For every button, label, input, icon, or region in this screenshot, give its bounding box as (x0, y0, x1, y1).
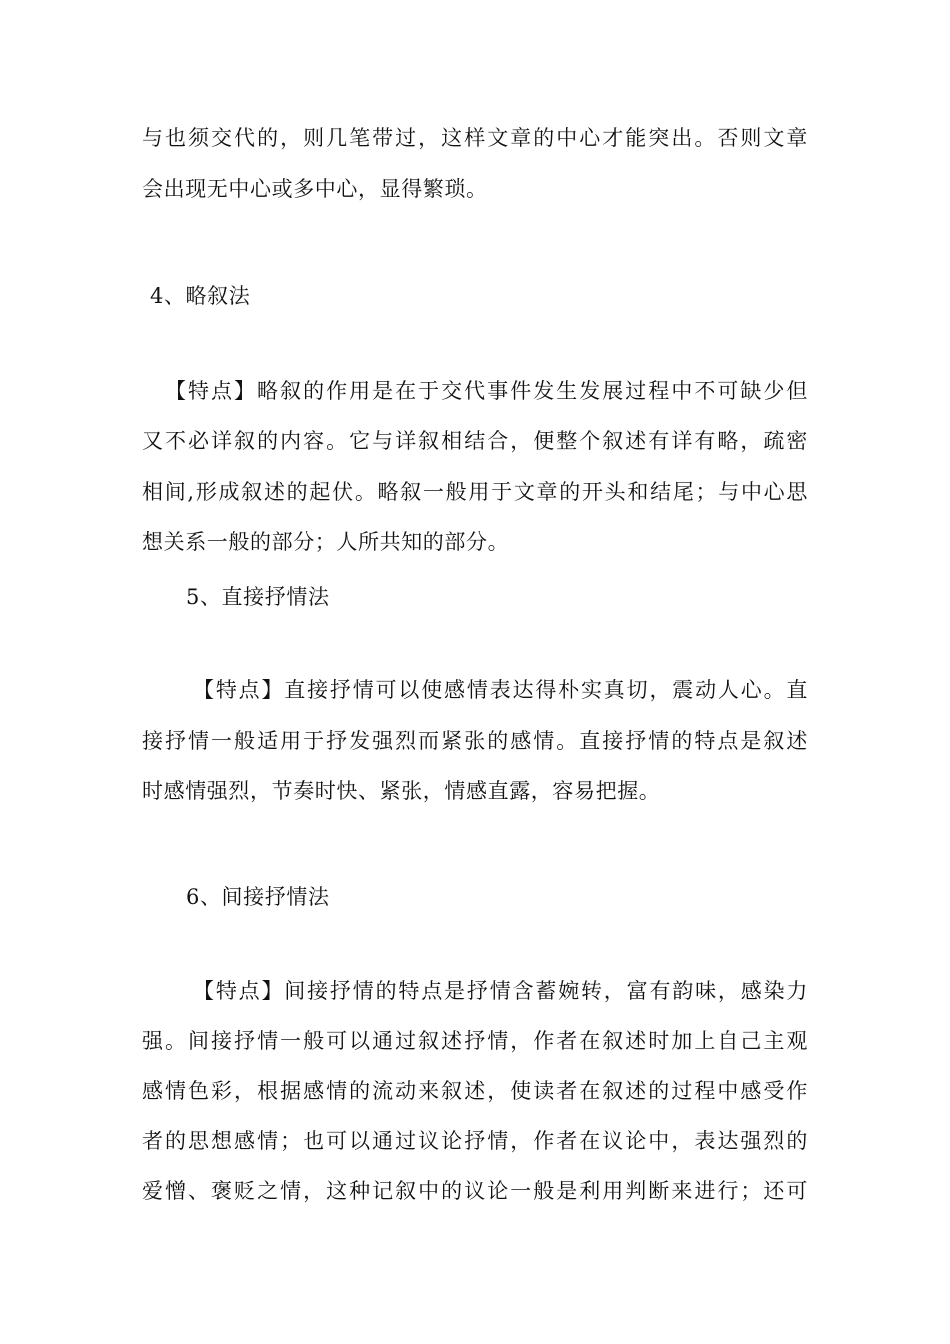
paragraph-line: 想关系一般的部分；人所共知的部分。 (142, 530, 510, 554)
paragraph-line: 又不必详叙的内容。它与详叙相结合，便整个叙述有详有略，疏密 (142, 429, 808, 453)
paragraph-line: 【特点】间接抒情的特点是抒情含蓄婉转，富有韵味，感染力 (193, 979, 808, 1003)
paragraph-line: 会出现无中心或多中心，显得繁琐。 (142, 177, 488, 201)
paragraph-line: 爱憎、褒贬之情，这种记叙中的议论一般是利用判断来进行；还可 (142, 1179, 808, 1203)
paragraph-line: 感情色彩，根据感情的流动来叙述，使读者在叙述的过程中感受作 (142, 1079, 808, 1103)
section-heading-6: 6、间接抒情法 (186, 885, 330, 909)
paragraph-line: 时感情强烈，节奏时快、紧张，情感直露，容易把握。 (142, 779, 661, 803)
paragraph-line: 【特点】略叙的作用是在于交代事件发生发展过程中不可缺少但 (165, 379, 808, 403)
paragraph-line: 与也须交代的，则几笔带过，这样文章的中心才能突出。否则文章 (142, 126, 808, 150)
paragraph-line: 接抒情一般适用于抒发强烈而紧张的感情。直接抒情的特点是叙述 (142, 729, 808, 753)
paragraph-line: 者的思想感情；也可以通过议论抒情，作者在议论中，表达强烈的 (142, 1129, 808, 1153)
paragraph-line: 相间,形成叙述的起伏。略叙一般用于文章的开头和结尾；与中心思 (142, 480, 808, 504)
section-heading-4: 4、略叙法 (150, 284, 251, 308)
paragraph-line: 【特点】直接抒情可以使感情表达得朴实真切，震动人心。直 (193, 678, 808, 702)
section-heading-5: 5、直接抒情法 (186, 585, 330, 609)
paragraph-line: 强。间接抒情一般可以通过叙述抒情，作者在叙述时加上自己主观 (142, 1029, 808, 1053)
